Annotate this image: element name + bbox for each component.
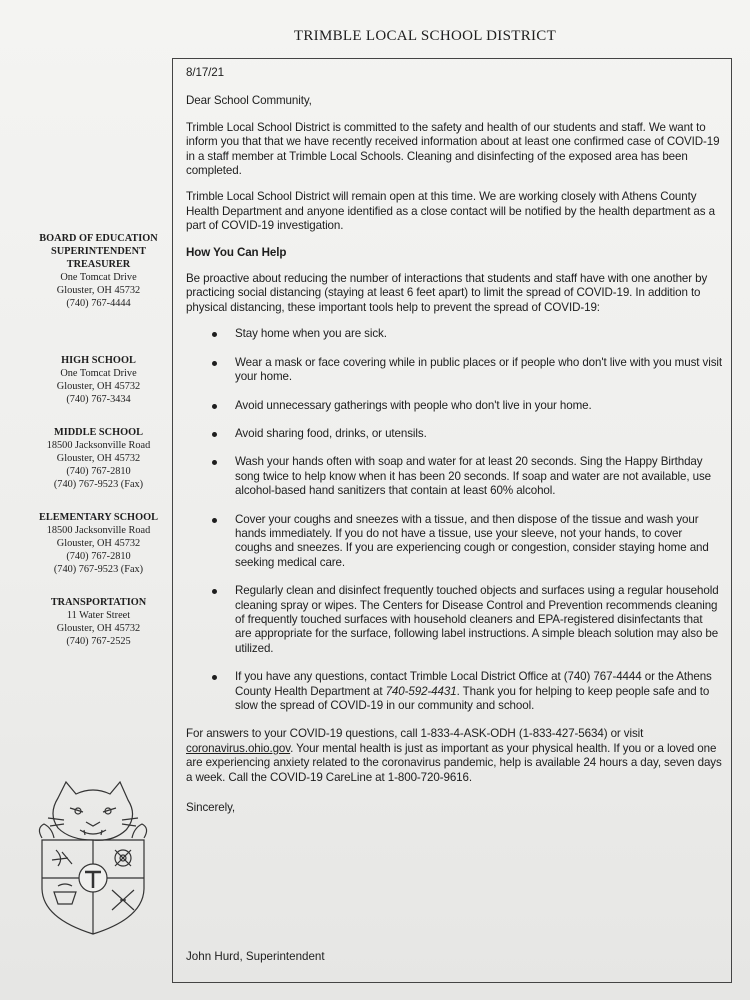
contact-phone: (740) 767-2810: [66, 551, 131, 562]
list-item: [186, 584, 722, 656]
contact-phone: (740) 767-2810: [66, 466, 131, 477]
contact-address: One Tomcat Drive: [60, 368, 137, 379]
contact-address: 11 Water Street: [66, 610, 131, 621]
contact-block-board: [30, 232, 167, 310]
salutation: Dear School Community,: [186, 94, 312, 108]
contact-phone: (740) 767-4444: [66, 298, 131, 309]
contact-block-middle-school: [30, 426, 167, 491]
tomcat-crest-icon: [28, 778, 158, 938]
contact-fax: (740) 767-9523 (Fax): [53, 479, 144, 490]
list-item: [186, 670, 722, 713]
contact-address: 18500 Jacksonville Road: [46, 525, 151, 536]
contact-title: BOARD OF EDUCATION: [39, 233, 158, 244]
paragraph-resources: [186, 727, 722, 785]
letter-date: 8/17/21: [186, 66, 224, 79]
list-item: [186, 455, 722, 498]
list-item-text: Regularly clean and disinfect frequently touched objects and surfaces using a regular household cleaning spray or wipes. The Centers for Disease Control and Prevention recommends cleaning of frequently touched surfaces with household cleaners and EPA-registered disinfectants that are appropriate for the surface, following label instructions. A simple bleach solution may also be utilized.: [235, 584, 719, 655]
contact-address: 18500 Jacksonville Road: [46, 440, 151, 451]
bullet-icon: [212, 404, 217, 409]
list-item: [186, 327, 722, 341]
list-item-text: Avoid sharing food, drinks, or utensils.: [235, 426, 427, 440]
list-item: [186, 356, 722, 385]
contact-phone: (740) 767-3434: [66, 394, 131, 405]
list-item-text: . Thank you for helping to keep people safe and to slow the spread of COVID-19 in our community and school.: [235, 684, 710, 712]
resources-text: . Your mental health is just as important as your physical health. If you or a loved one are experiencing anxiety related to the coronavirus pandemic, help is available 24 hours a day, seven days a week. Call the COVID-19 CareLine at 1-800-720-9616.: [186, 741, 722, 784]
bullet-icon: [212, 460, 217, 465]
list-item-text: If you have any questions, contact Trimble Local District Office at (740) 767-4444 or the Athens County Health Department at: [235, 670, 712, 698]
resources-text: For answers to your COVID-19 questions, call 1-833-4-ASK-ODH (1-833-427-5634) or visit: [186, 727, 644, 741]
contact-block-elementary-school: [30, 511, 167, 576]
bullet-icon: [212, 589, 217, 594]
contact-city: Glouster, OH 45732: [56, 453, 141, 464]
bullet-icon: [212, 675, 217, 680]
contact-city: Glouster, OH 45732: [56, 285, 141, 296]
prevention-list: [186, 327, 722, 713]
signature: John Hurd, Superintendent: [186, 950, 325, 963]
contact-title: TREASURER: [66, 259, 131, 270]
contact-fax: (740) 767-9523 (Fax): [53, 564, 144, 575]
contact-address: One Tomcat Drive: [60, 272, 137, 283]
district-contacts-sidebar: [30, 232, 167, 648]
bullet-icon: [212, 361, 217, 366]
list-item: [186, 399, 722, 413]
bullet-icon: [212, 518, 217, 523]
contact-title: HIGH SCHOOL: [61, 355, 136, 366]
contact-title: SUPERINTENDENT: [51, 246, 146, 257]
list-item-text: Cover your coughs and sneezes with a tissue, and then dispose of the tissue and wash your hands immediately. If you do not have a tissue, use your sleeve, not your hands, to cover coughs and sneezes. If you are experiencing cough or congestion, consider staying home and seeking medical care.: [235, 512, 709, 569]
list-item-text: Wash your hands often with soap and water for at least 20 seconds. Sing the Happy Birthday song twice to help know when it has been 20 seconds. If soap and water are not available, use alcohol-based hand sanitizers that contain at least 60% alcohol.: [235, 455, 712, 498]
paragraph-status: Trimble Local School District will remain open at this time. We are working closely with Athens County Health Department and anyone identified as a close contact will be notified by the health department as a part of COVID-19 investigation.: [186, 190, 715, 233]
list-item: [186, 427, 722, 441]
contact-city: Glouster, OH 45732: [56, 538, 141, 549]
contact-title: ELEMENTARY SCHOOL: [39, 512, 158, 523]
district-title: TRIMBLE LOCAL SCHOOL DISTRICT: [293, 28, 557, 44]
paragraph-guidance: Be proactive about reducing the number of interactions that students and staff have with one another by practicing social distancing (staying at least 6 feet apart) to limit the spread of COVID-19. In addition to physical distancing, these important tools help to prevent the spread of COVID-19:: [186, 272, 708, 314]
list-item-text: Avoid unnecessary gatherings with people who don't live in your home.: [235, 398, 592, 412]
section-heading: How You Can Help: [186, 245, 287, 259]
list-item: [186, 513, 722, 571]
contact-title: TRANSPORTATION: [50, 597, 147, 608]
letter-body: [186, 66, 722, 827]
bullet-icon: [212, 432, 217, 437]
health-dept-phone: 740-592-4431: [385, 684, 457, 698]
coronavirus-link[interactable]: coronavirus.ohio.gov: [186, 741, 291, 755]
list-item-text: Wear a mask or face covering while in public places or if people who don't live with you must visit your home.: [235, 355, 722, 384]
contact-phone: (740) 767-2525: [66, 636, 131, 647]
contact-block-high-school: [30, 354, 167, 406]
bullet-icon: [212, 332, 217, 337]
contact-block-transportation: [30, 596, 167, 648]
sign-off: Sincerely,: [186, 801, 236, 815]
contact-city: Glouster, OH 45732: [56, 381, 141, 392]
list-item-text: Stay home when you are sick.: [235, 327, 387, 341]
paragraph-intro: Trimble Local School District is committed to the safety and health of our students and staff. We want to inform you that that we have recently received information about at least one confirmed case of COVID-19 in a staff member at Trimble Local Schools. Cleaning and disinfecting of the exposed area has been completed.: [186, 120, 720, 178]
contact-city: Glouster, OH 45732: [56, 623, 141, 634]
contact-title: MIDDLE SCHOOL: [54, 427, 143, 438]
